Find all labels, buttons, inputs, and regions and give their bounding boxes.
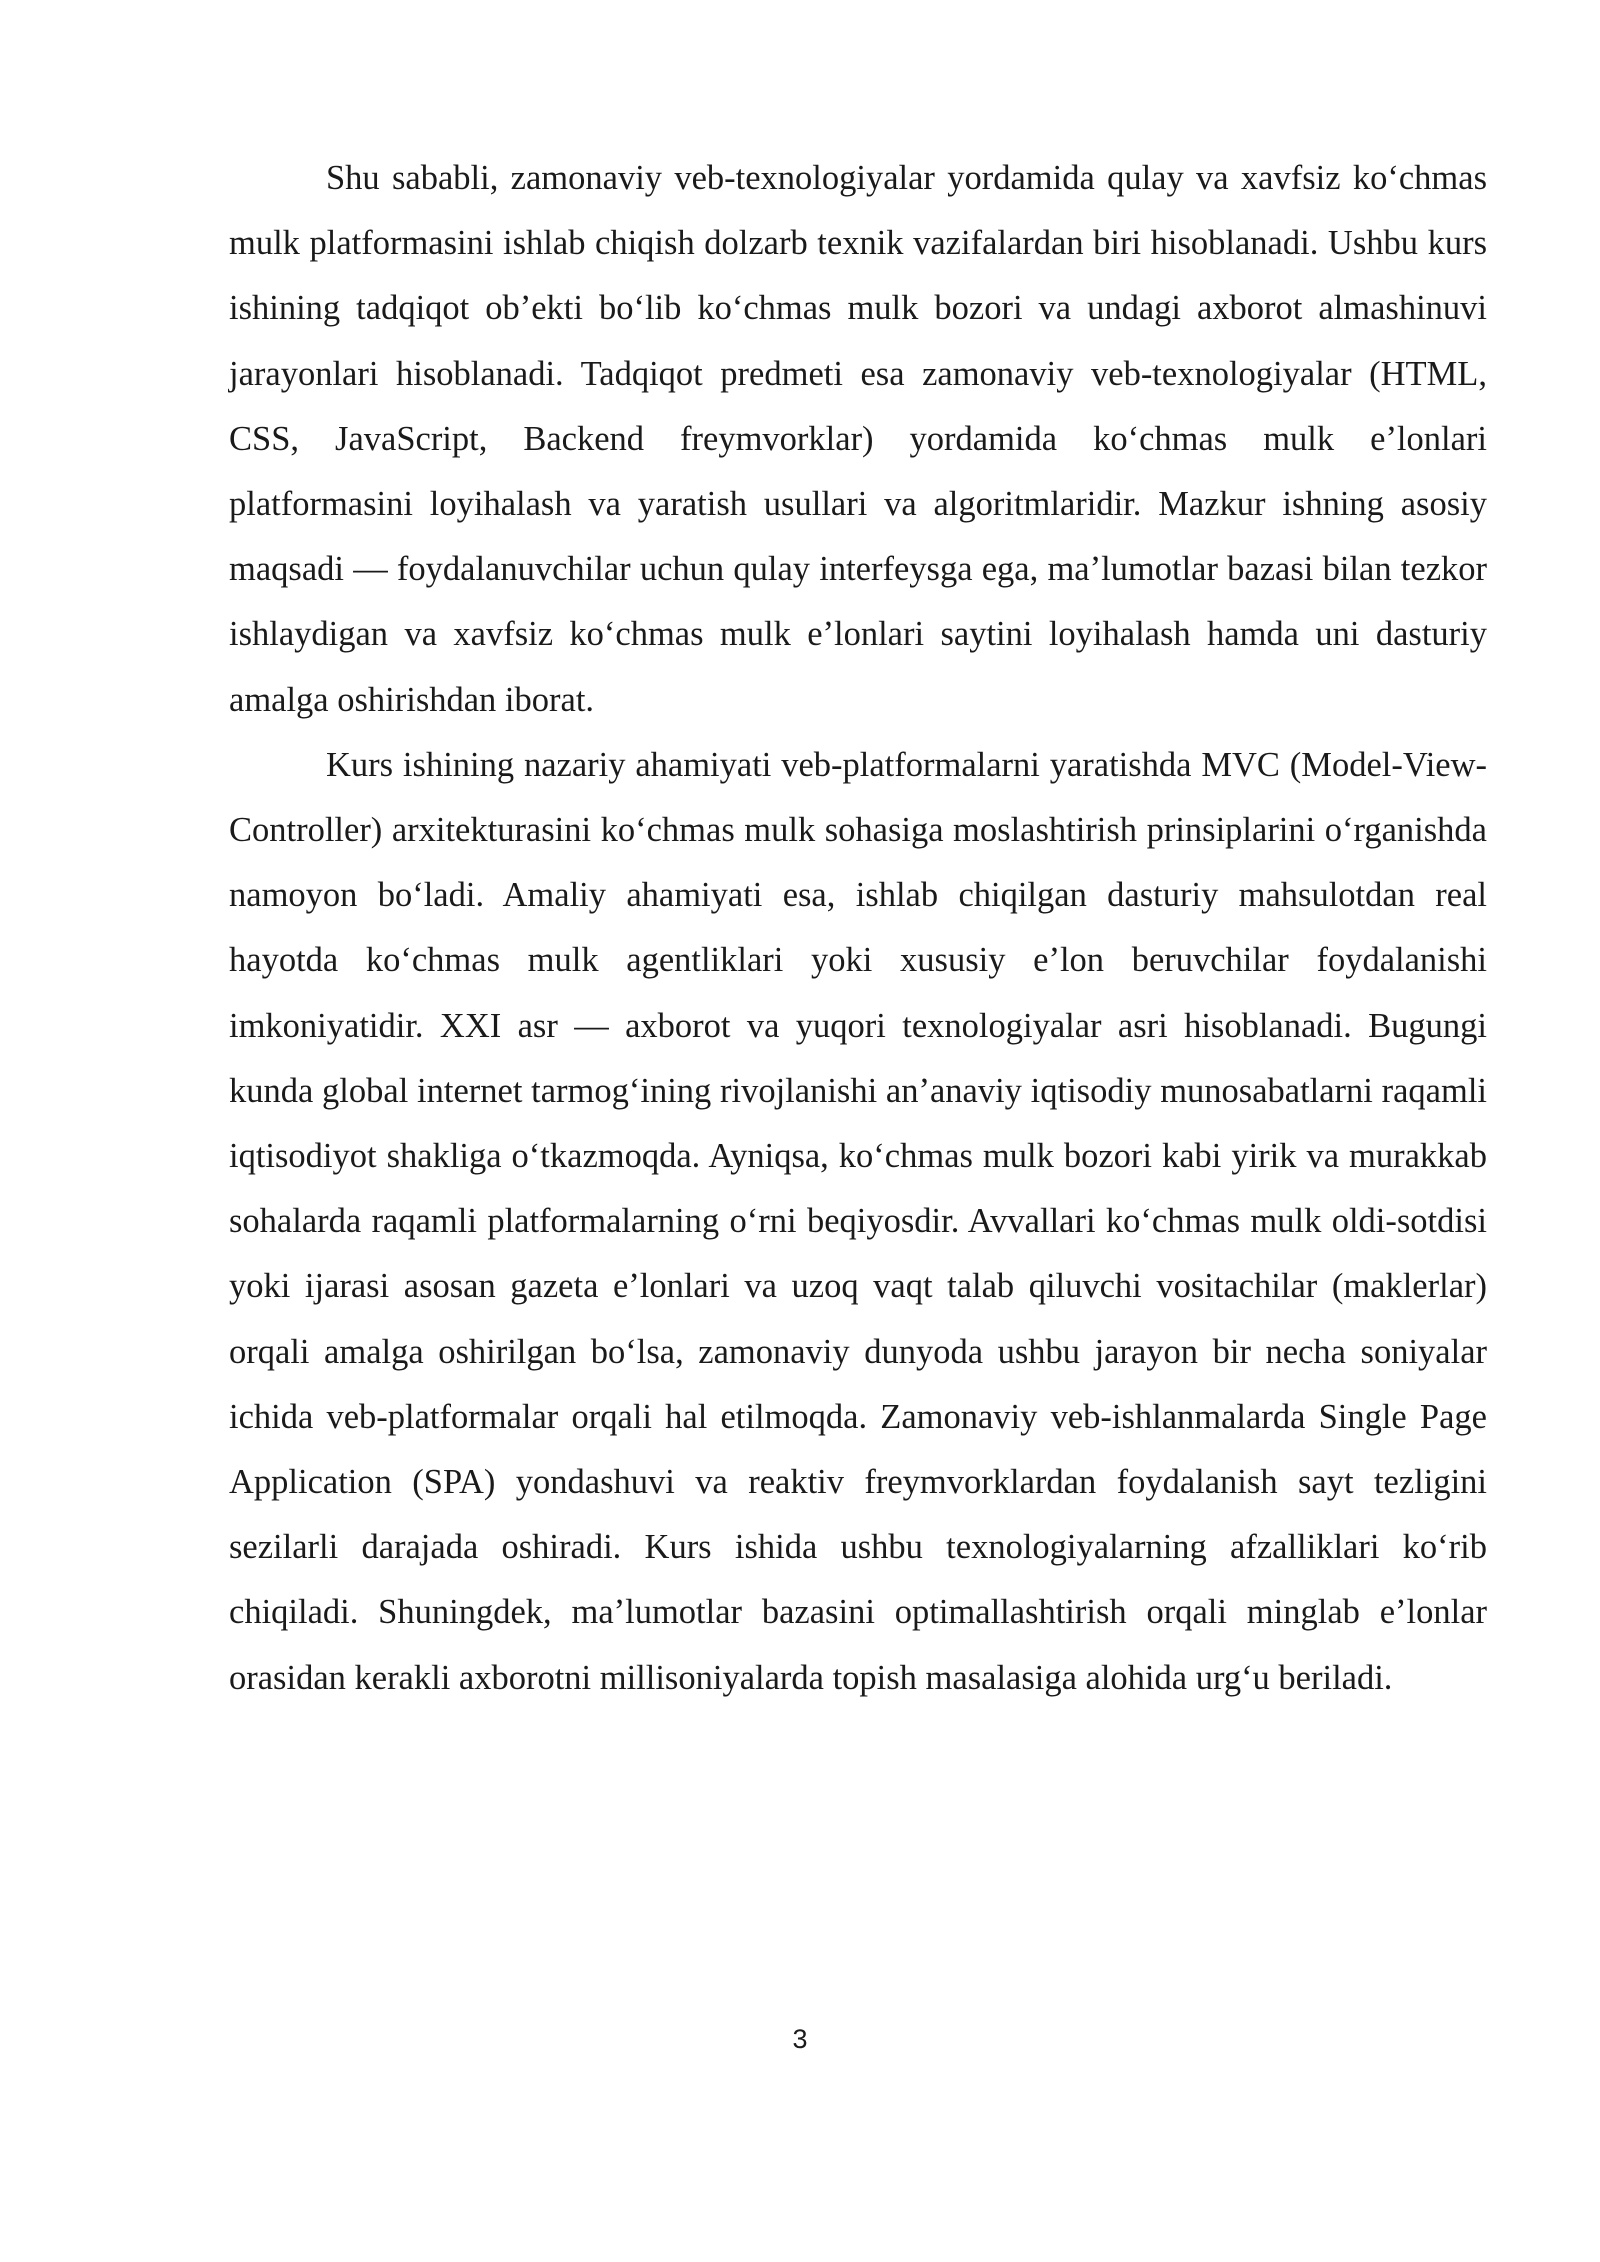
paragraph-1: Shu sababli, zamonaviy veb-texnologiyalar yordamida qulay va xavfsiz koʻchmas mulk platformasini ishlab chiqish dolzarb texnik vazifalardan biri hisoblanadi. Ushbu kurs ishining tadqiqot obʼekti boʻlib koʻchmas mulk bozori va undagi axborot almashinuvi jarayonlari hisoblanadi. Tadqiqot predmeti esa zamonaviy veb-texnologiyalar (HTML, CSS, JavaScript, Backend freymvorklar) yordamida koʻchmas mulk eʼlonlari platformasini loyihalash va yaratish usullari va algoritmlaridir. Mazkur ishning asosiy maqsadi — foydalanuvchilar uchun qulay interfeysga ega, maʼlumotlar bazasi bilan tezkor ishlaydigan va xavfsiz koʻchmas mulk eʼlonlari saytini loyihalash hamda uni dasturiy amalga oshirishdan iborat. (229, 159, 1487, 719)
page-number: 3 (792, 2024, 808, 2054)
paragraph-2: Kurs ishining nazariy ahamiyati veb-platformalarni yaratishda MVC (Model-View-Controller) arxitekturasini koʻchmas mulk sohasiga moslashtirish prinsiplarini oʻrganishda namoyon boʻladi. Amaliy ahamiyati esa, ishlab chiqilgan dasturiy mahsulotdan real hayotda koʻchmas mulk agentliklari yoki xususiy eʼlon beruvchilar foydalanishi imkoniyatidir. XXI asr — axborot va yuqori texnologiyalar asri hisoblanadi. Bugungi kunda global internet tarmogʻining rivojlanishi anʼanaviy iqtisodiy munosabatlarni raqamli iqtisodiyot shakliga oʻtkazmoqda. Ayniqsa, koʻchmas mulk bozori kabi yirik va murakkab sohalarda raqamli platformalarning oʻrni beqiyosdir. Avvallari koʻchmas mulk oldi-sotdisi yoki ijarasi asosan gazeta eʼlonlari va uzoq vaqt talab qiluvchi vositachilar (maklerlar) orqali amalga oshirilgan boʻlsa, zamonaviy dunyoda ushbu jarayon bir necha soniyalar ichida veb-platformalar orqali hal etilmoqda. Zamonaviy veb-ishlanmalarda Single Page Application (SPA) yondashuvi va reaktiv freymvorklardan foydalanish sayt tezligini sezilarli darajada oshiradi. Kurs ishida ushbu texnologiyalarning afzalliklari koʻrib chiqiladi. Shuningdek, maʼlumotlar bazasini optimallashtirish orqali minglab eʼlonlar orasidan kerakli axborotni millisoniyalarda topish masalasiga alohida urgʻu beriladi. (229, 745, 1487, 1697)
body-text (229, 146, 1487, 1711)
